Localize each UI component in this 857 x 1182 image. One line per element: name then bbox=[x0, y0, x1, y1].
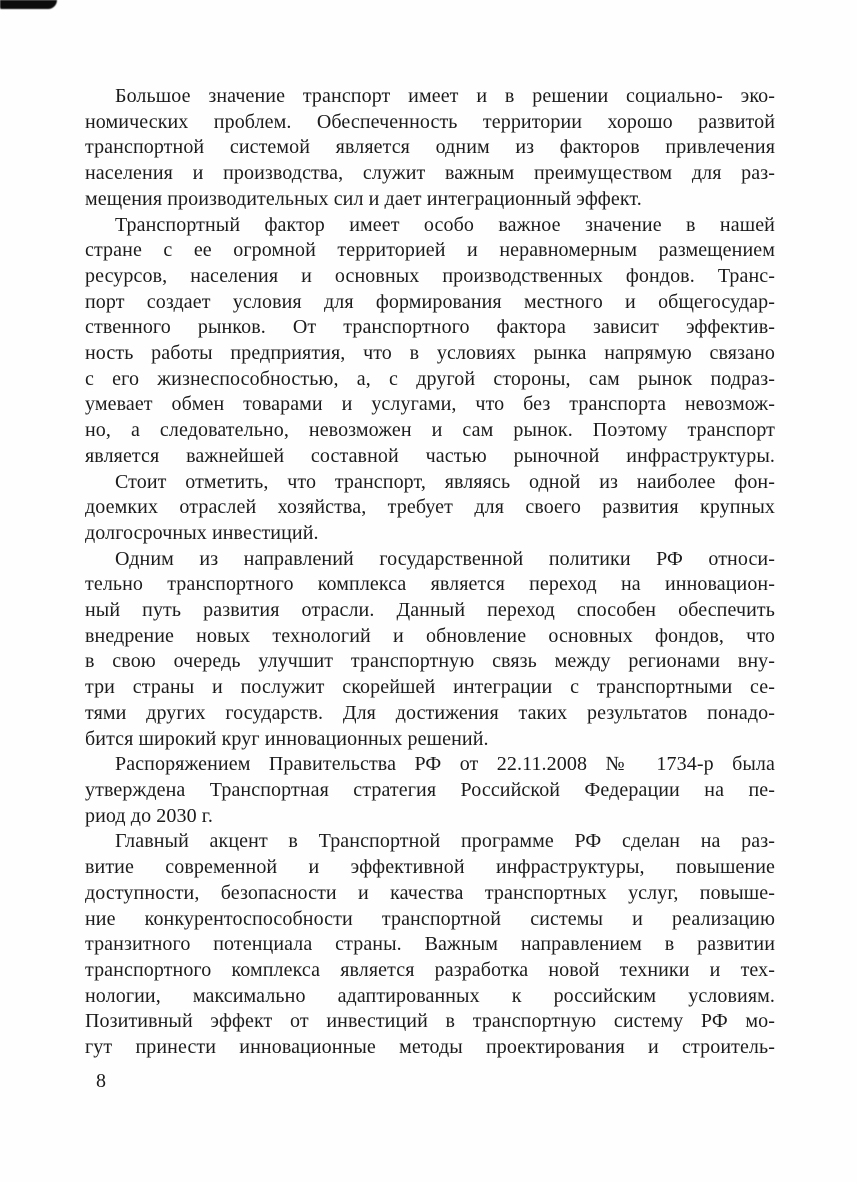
paragraph bbox=[85, 470, 775, 547]
page-number: 8 bbox=[96, 1070, 106, 1092]
text-line: Стоит отметить, что транспорт, являясь одной из наиболее фон- bbox=[115, 470, 775, 493]
text-line: транзитного потенциала страны. Важным направлением в развитии bbox=[85, 933, 775, 956]
text-line: транспортной системой является одним из факторов привлечения bbox=[85, 136, 775, 159]
text-line: но, а следовательно, невозможен и сам рынок. Поэтому транспорт bbox=[85, 419, 775, 442]
text-line: нологии, максимально адаптированных к российским условиям. bbox=[85, 984, 775, 1007]
text-line: ность работы предприятия, что в условиях рынка напрямую связано bbox=[85, 342, 775, 365]
text-line: ный путь развития отрасли. Данный переход способен обеспечить bbox=[85, 599, 775, 622]
text-line: витие современной и эффективной инфраструктуры, повышение bbox=[85, 856, 775, 879]
text-line: с его жизнеспособностью, а, с другой стороны, сам рынок подраз- bbox=[85, 367, 775, 390]
text-line: порт создает условия для формирования местного и общегосудар- bbox=[85, 290, 775, 313]
text-line: риод до 2030 г. bbox=[85, 804, 213, 827]
text-line: ресурсов, населения и основных производственных фондов. Транс- bbox=[85, 264, 775, 287]
text-line: мещения производительных сил и дает интеграционный эффект. bbox=[85, 187, 642, 210]
text-line: населения и производства, служит важным преимуществом для раз- bbox=[85, 162, 775, 185]
text-line: умевает обмен товарами и услугами, что без транспорта невозмож- bbox=[85, 393, 775, 416]
text-line: Главный акцент в Транспортной программе РФ сделан на раз- bbox=[115, 830, 775, 853]
text-line: ние конкурентоспособности транспортной системы и реализацию bbox=[85, 907, 775, 930]
text-line: доступности, безопасности и качества транспортных услуг, повыше- bbox=[85, 881, 775, 904]
text-line: гут принести инновационные методы проектирования и строитель- bbox=[85, 1036, 775, 1059]
text-line: транспортного комплекса является разработка новой техники и тех- bbox=[85, 958, 775, 981]
text-line: Большое значение транспорт имеет и в решении социально- эко- bbox=[115, 85, 775, 107]
text-line: тельно транспортного комплекса является переход на инновацион- bbox=[85, 573, 775, 596]
text-line: Одним из направлений государственной политики РФ относи- bbox=[115, 547, 775, 570]
text-line: Транспортный фактор имеет особо важное значение в нашей bbox=[115, 213, 775, 236]
text-line: в свою очередь улучшит транспортную связь между регионами вну- bbox=[85, 650, 775, 673]
paragraph bbox=[85, 84, 775, 213]
text-line: три страны и послужит скорейшей интеграции с транспортными се- bbox=[85, 676, 775, 699]
paragraph bbox=[85, 752, 775, 829]
text-line: внедрение новых технологий и обновление основных фондов, что bbox=[85, 624, 775, 647]
paragraph bbox=[85, 547, 775, 753]
text-line: ственного рынков. От транспортного фактора зависит эффектив- bbox=[85, 316, 775, 339]
text-line: доемких отраслей хозяйства, требует для своего развития крупных bbox=[85, 496, 775, 519]
scan-artifact-top-left bbox=[0, 0, 57, 9]
text-line: долгосрочных инвестиций. bbox=[85, 521, 319, 544]
text-line: утверждена Транспортная стратегия Российской Федерации на пе- bbox=[85, 778, 775, 801]
text-line: номических проблем. Обеспеченность территории хорошо развитой bbox=[85, 110, 775, 133]
text-line: является важнейшей составной частью рыночной инфраструктуры. bbox=[85, 444, 775, 467]
text-line: тями других государств. Для достижения таких результатов понадо- bbox=[85, 701, 775, 724]
text-line: бится широкий круг инновационных решений. bbox=[85, 727, 489, 750]
paragraph bbox=[85, 213, 775, 470]
text-line: стране с ее огромной территорией и неравномерным размещением bbox=[85, 239, 775, 262]
text-line: Распоряжением Правительства РФ от 22.11.2008 № 1734-р была bbox=[115, 753, 775, 776]
text-block bbox=[85, 84, 775, 1061]
paragraph bbox=[85, 829, 775, 1060]
text-line: Позитивный эффект от инвестиций в транспортную систему РФ мо- bbox=[85, 1010, 775, 1033]
